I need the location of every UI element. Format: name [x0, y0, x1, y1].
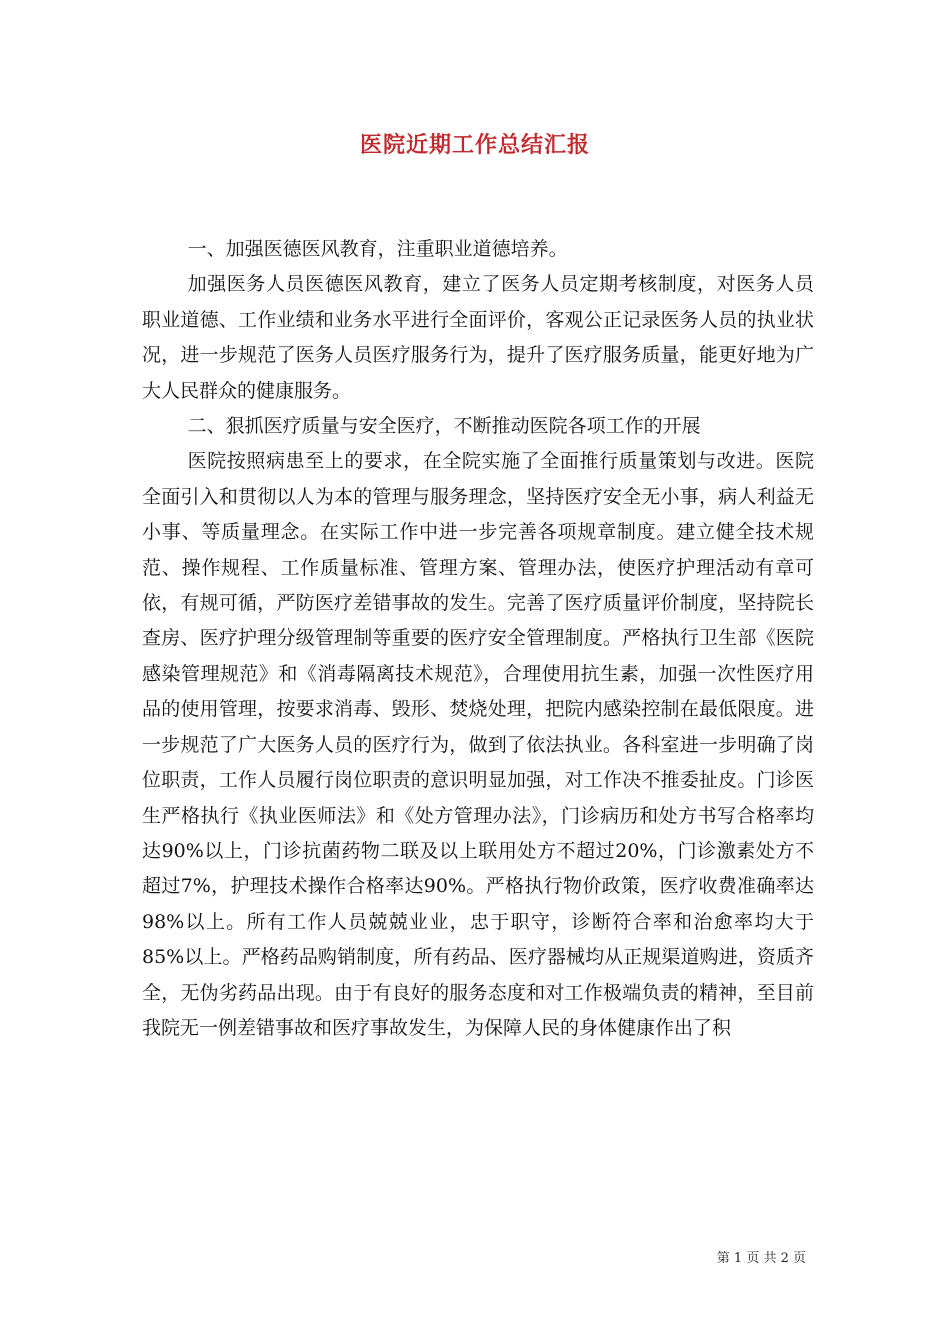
document-title: 医院近期工作总结汇报 [359, 132, 590, 158]
paragraph-1: 加强医务人员医德医风教育，建立了医务人员定期考核制度，对医务人员职业道德、工作业绩和业务水平进行全面评价，客观公正记录医务人员的执业状况，进一步规范了医务人员医疗服务行为，提升了医疗服务质量，能更好地为广大人民群众的健康服务。 [142, 273, 814, 402]
document-body [142, 232, 814, 1046]
paragraph-2: 医院按照病患至上的要求，在全院实施了全面推行质量策划与改进。医院全面引入和贯彻以人为本的管理与服务理念，坚持医疗安全无小事，病人利益无小事、等质量理念。在实际工作中进一步完善各项规章制度。建立健全技术规范、操作规程、工作质量标准、管理方案、管理办法，使医疗护理活动有章可依，有规可循，严防医疗差错事故的发生。完善了医疗质量评价制度，坚持院长查房、医疗护理分级管理制等重要的医疗安全管理制度。严格执行卫生部《医院感染管理规范》和《消毒隔离技术规范》，合理使用抗生素，加强一次性医疗用品的使用管理，按要求消毒、毁形、焚烧处理，把院内感染控制在最低限度。进一步规范了广大医务人员的医疗行为，做到了依法执业。各科室进一步明确了岗位职责，工作人员履行岗位职责的意识明显加强，对工作决不推委扯皮。门诊医生严格执行《执业医师法》和《处方管理办法》，门诊病历和处方书写合格率均达90%以上，门诊抗菌药物二联及以上联用处方不超过20%，门诊激素处方不超过7%，护理技术操作合格率达90%。严格执行物价政策，医疗收费准确率达98%以上。所有工作人员兢兢业业，忠于职守，诊断符合率和治愈率均大于85%以上。严格药品购销制度，所有药品、医疗器械均从正规渠道购进，资质齐全，无伪劣药品出现。由于有良好的服务态度和对工作极端负责的精神，至目前我院无一例差错事故和医疗事故发生，为保障人民的身体健康作出了积 [142, 450, 814, 1039]
section-heading-1: 一、加强医德医风教育，注重职业道德培养。 [187, 238, 568, 260]
section-heading-2: 二、狠抓医疗质量与安全医疗，不断推动医院各项工作的开展 [187, 415, 701, 438]
page-number: 第 1 页 共 2 页 [716, 1251, 806, 1266]
